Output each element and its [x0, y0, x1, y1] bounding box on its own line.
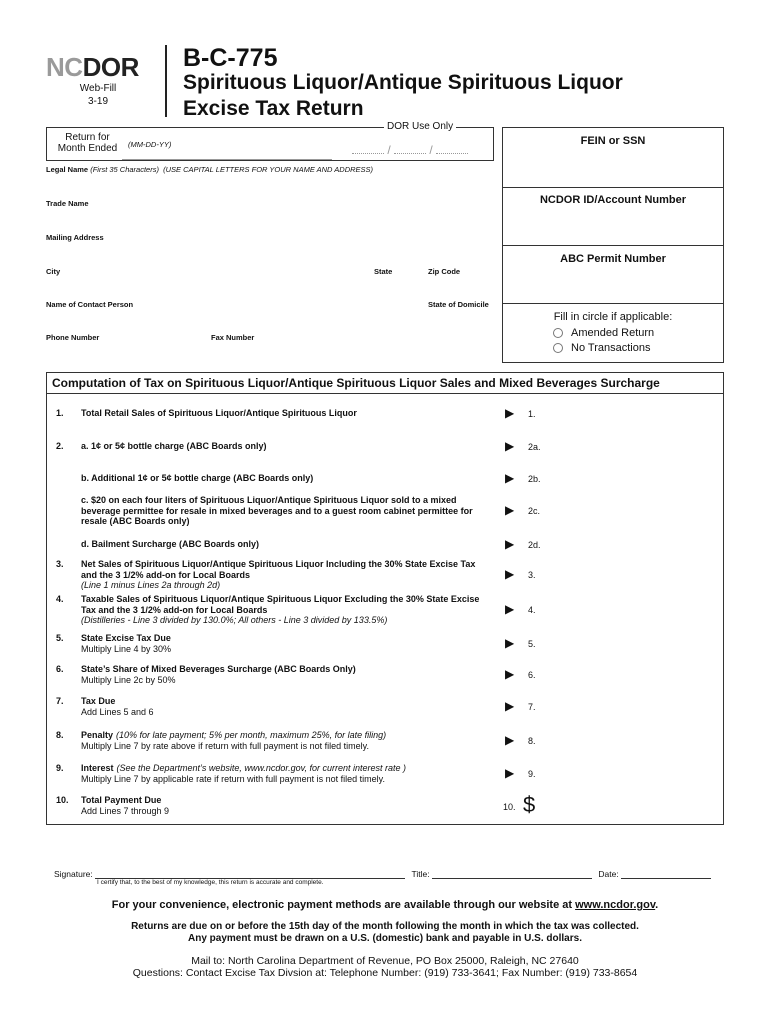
line-reference: 4.	[528, 605, 536, 615]
line-reference: 5.	[528, 639, 536, 649]
dor-use-only-label: DOR Use Only	[384, 121, 456, 132]
line-reference: 1.	[528, 409, 536, 419]
line-amount-input[interactable]	[548, 798, 718, 812]
mailing-address-label: Mailing Address	[46, 233, 104, 242]
date-format-hint: (MM-DD-YY)	[128, 140, 172, 149]
line-number: 7.	[56, 696, 64, 706]
line-amount-input[interactable]	[548, 567, 718, 581]
line-number: 10.	[56, 795, 69, 805]
line-number: 9.	[56, 763, 64, 773]
line-reference: 6.	[528, 670, 536, 680]
dor-use-field: / /	[352, 142, 482, 156]
computation-heading: Computation of Tax on Spirituous Liquor/Antique Spirituous Liquor Sales and Mixed Beverages Surcharge	[46, 372, 724, 394]
form-number: B-C-775	[183, 44, 278, 72]
line-amount-input[interactable]	[548, 503, 718, 517]
line-text: State Excise Tax Due Multiply Line 4 by 30%	[81, 633, 172, 654]
city-label: City	[46, 267, 61, 276]
line-arrow-icon: ▶	[505, 439, 515, 453]
line-amount-input[interactable]	[548, 471, 718, 485]
line-text: a. 1¢ or 5¢ bottle charge (ABC Boards only)	[81, 441, 267, 451]
line-reference: 2b.	[528, 474, 541, 484]
line-amount-input[interactable]	[548, 667, 718, 681]
line-arrow-icon: ▶	[505, 471, 515, 485]
line-reference: 9.	[528, 769, 536, 779]
title-input[interactable]	[432, 869, 592, 879]
line-text: b. Additional 1¢ or 5¢ bottle charge (ABC Boards only)	[81, 473, 314, 483]
line-amount-input[interactable]	[548, 699, 718, 713]
line-amount-input[interactable]	[548, 766, 718, 780]
trade-name-label: Trade Name	[46, 199, 89, 208]
due-date-note: Returns are due on or before the 15th day of the month following the month in which the tax was collected.	[131, 921, 639, 932]
mail-address: Mail to: North Carolina Department of Revenue, PO Box 25000, Raleigh, NC 27640	[191, 955, 579, 967]
line-text: Tax Due Add Lines 5 and 6	[81, 696, 154, 717]
line-arrow-icon: ▶	[505, 636, 515, 650]
line-reference: 7.	[528, 702, 536, 712]
line-number: 1.	[56, 408, 64, 418]
phone-label: Phone Number	[46, 333, 100, 342]
fein-label: FEIN or SSN	[580, 135, 646, 147]
line-reference: 10.	[503, 802, 516, 812]
zip-label: Zip Code	[428, 267, 461, 276]
line-number: 3.	[56, 559, 64, 569]
form-title: Spirituous Liquor/Antique Spirituous Liquor Excise Tax Return	[183, 71, 623, 120]
line-text: State’s Share of Mixed Beverages Surcharge (ABC Boards Only) Multiply Line 2c by 50%	[81, 664, 356, 685]
line-text: Total Payment Due Add Lines 7 through 9	[81, 795, 170, 816]
ncdor-id-label: NCDOR ID/Account Number	[539, 194, 687, 206]
fax-label: Fax Number	[211, 333, 255, 342]
line-text: Penalty (10% for late payment; 5% per month, maximum 25%, for late filing) Multiply Line 7 by rate above if return with full payment is not filed timely.	[81, 730, 387, 751]
line-reference: 8.	[528, 736, 536, 746]
line-reference: 2a.	[528, 442, 541, 452]
mailing-address-input[interactable]	[46, 242, 494, 262]
fein-input[interactable]	[506, 152, 720, 182]
line-arrow-icon: ▶	[505, 699, 515, 713]
domicile-label: State of Domicile	[428, 300, 489, 309]
legal-name-label: Legal Name (First 35 Characters) (USE CAPITAL LETTERS FOR YOUR NAME AND ADDRESS)	[46, 165, 374, 174]
line-arrow-icon: ▶	[505, 503, 515, 517]
line-amount-input[interactable]	[548, 439, 718, 453]
return-for-label: Return for Month Ended	[57, 132, 118, 154]
abc-permit-label: ABC Permit Number	[560, 253, 666, 265]
certify-statement: I certify that, to the best of my knowledge, this return is accurate and complete.	[97, 879, 324, 886]
line-arrow-icon: ▶	[505, 667, 515, 681]
line-reference: 2c.	[528, 506, 541, 516]
line-number: 8.	[56, 730, 64, 740]
line-number: 2.	[56, 441, 64, 451]
line-text: Taxable Sales of Spirituous Liquor/Antique Spirituous Liquor Excluding the 30% State Excise Tax and the 3 1/2% add-on for Local Boards (Distilleries - Line 3 divided by 130.0%; All others - Line 3 divided by 133.5%)	[81, 594, 480, 625]
ncdor-id-input[interactable]	[506, 210, 720, 240]
date-input[interactable]	[621, 869, 711, 879]
dollar-sign: $	[523, 792, 536, 817]
line-text: c. $20 on each four liters of Spirituous Liquor/Antique Spirituous Liquor sold to a mixed beverage permittee for resale in mixed beverages and to a guest room cabinet permittee for resale (ABC Boards only)	[81, 495, 473, 526]
line-number: 4.	[56, 594, 64, 604]
amended-return-radio[interactable]	[553, 328, 563, 338]
signature-row: Signature: Title: Date:	[54, 869, 724, 879]
no-transactions-option[interactable]: No Transactions	[553, 342, 650, 354]
line-arrow-icon: ▶	[505, 406, 515, 420]
questions-contact: Questions: Contact Excise Tax Divsion at: Telephone Number: (919) 733-3641; Fax Number: (919) 733-8654	[132, 967, 638, 979]
convenience-note: For your convenience, electronic payment methods are available through our website at www.ncdor.gov.	[111, 899, 659, 911]
line-arrow-icon: ▶	[505, 602, 515, 616]
line-text: Net Sales of Spirituous Liquor/Antique Spirituous Liquor Including the 30% State Excise Tax and the 3 1/2% add-on for Local Boards (Line 1 minus Lines 2a through 2d)	[81, 559, 476, 590]
line-arrow-icon: ▶	[505, 733, 515, 747]
amended-return-option[interactable]: Amended Return	[553, 327, 654, 339]
abc-permit-input[interactable]	[506, 268, 720, 298]
line-reference: 2d.	[528, 540, 541, 550]
header-divider	[165, 45, 167, 117]
trade-name-input[interactable]	[46, 208, 494, 228]
month-ended-input[interactable]	[122, 150, 332, 160]
line-number: 5.	[56, 633, 64, 643]
signature-input[interactable]	[95, 869, 405, 879]
line-arrow-icon: ▶	[505, 537, 515, 551]
line-arrow-icon: ▶	[505, 766, 515, 780]
fill-in-label: Fill in circle if applicable:	[553, 311, 673, 323]
line-reference: 3.	[528, 570, 536, 580]
line-text: Interest (See the Department’s website, www.ncdor.gov, for current interest rate ) Multiply Line 7 by applicable rate if return with full payment is not filed timely.	[81, 763, 406, 784]
website-link[interactable]: www.ncdor.gov	[575, 899, 656, 911]
line-number: 6.	[56, 664, 64, 674]
line-text: Total Retail Sales of Spirituous Liquor/Antique Spirituous Liquor	[81, 408, 357, 418]
web-fill-version: Web-Fill 3-19	[79, 83, 117, 107]
payment-note: Any payment must be drawn on a U.S. (domestic) bank and payable in U.S. dollars.	[188, 933, 582, 944]
line-amount-input[interactable]	[548, 602, 718, 616]
line-amount-input[interactable]	[548, 733, 718, 747]
no-transactions-radio[interactable]	[553, 343, 563, 353]
line-amount-input[interactable]	[548, 636, 718, 650]
line-amount-input[interactable]	[548, 406, 718, 420]
contact-label: Name of Contact Person	[46, 300, 134, 309]
line-amount-input[interactable]	[548, 537, 718, 551]
ncdor-logo: NCDOR	[46, 52, 139, 82]
legal-name-input[interactable]	[46, 175, 494, 195]
state-label: State	[374, 267, 393, 276]
line-arrow-icon: ▶	[505, 567, 515, 581]
line-text: d. Bailment Surcharge (ABC Boards only)	[81, 539, 260, 549]
